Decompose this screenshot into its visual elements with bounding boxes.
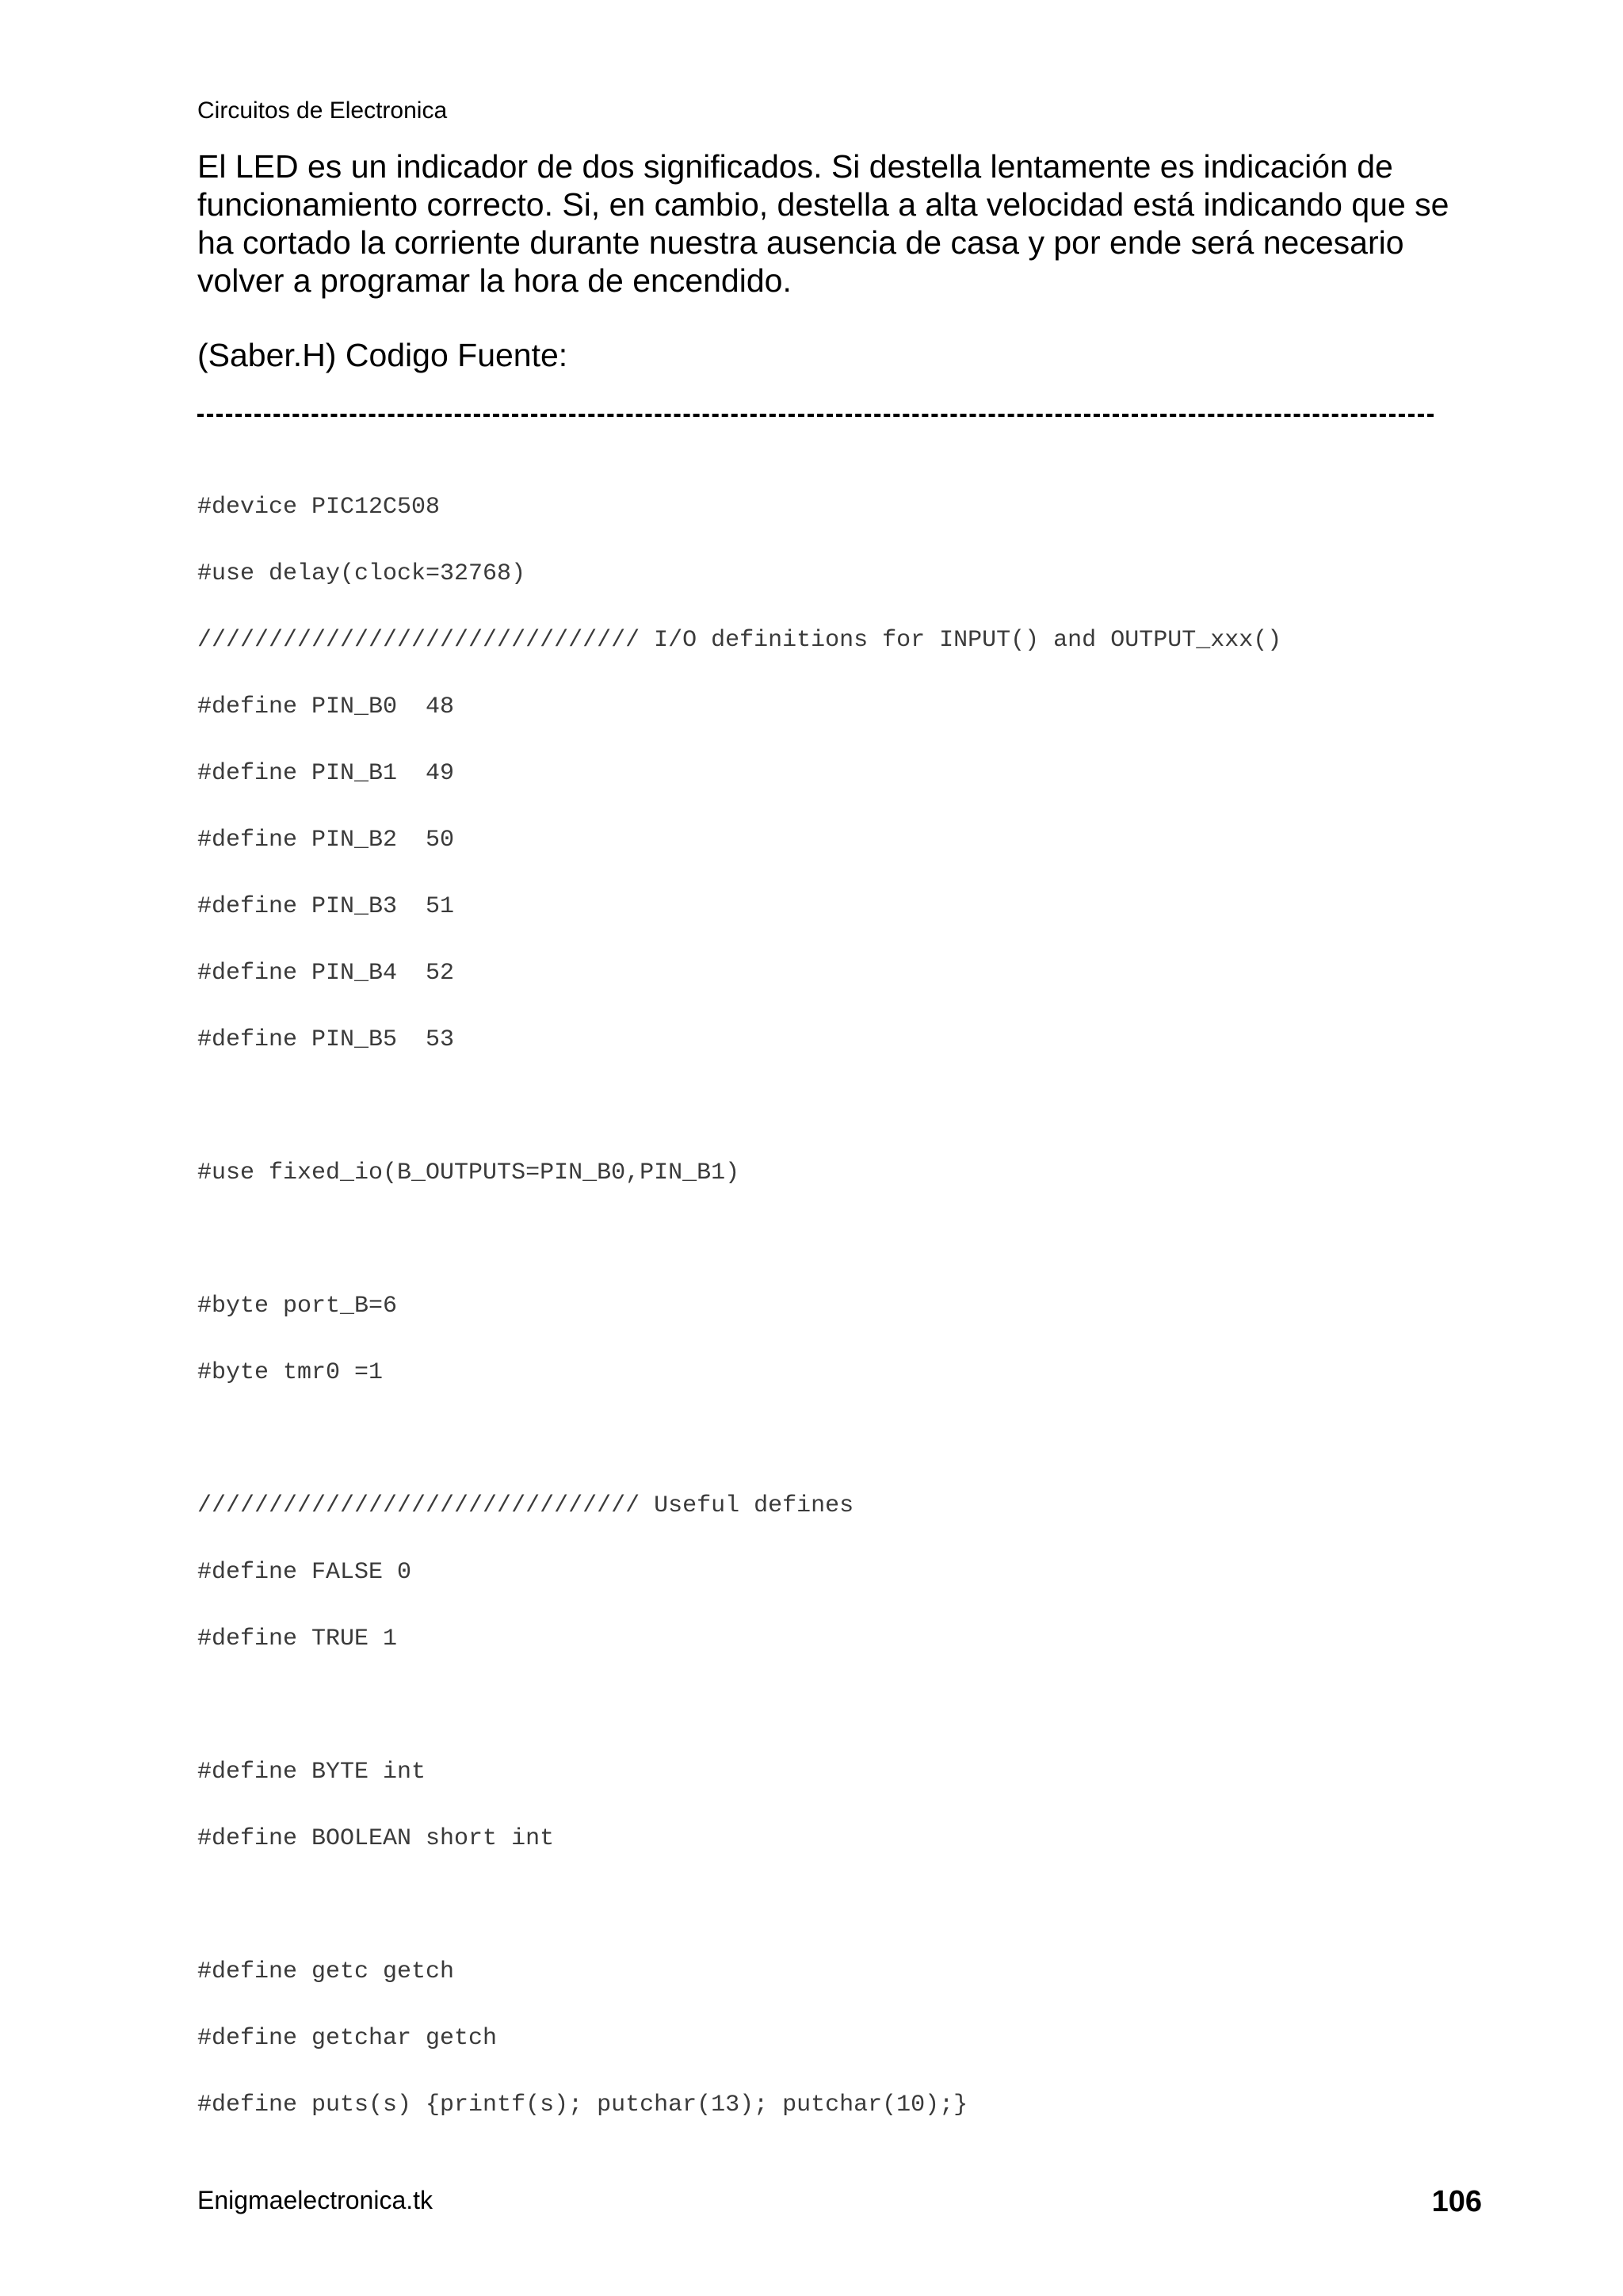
code-line: #define puts(s) {printf(s); putchar(13); putchar(10);} [197, 2092, 968, 2118]
code-line: #define PIN_B2 50 [197, 827, 455, 854]
dashed-divider [197, 414, 1434, 417]
code-line: #byte tmr0 =1 [197, 1359, 384, 1386]
page-header: Circuitos de Electronica [197, 97, 448, 124]
code-line: #define getc getch [197, 1958, 455, 1985]
intro-paragraph: El LED es un indicador de dos significados. Si destella lentamente es indicación de funcionamiento correcto. Si, en cambio, destella a alta velocidad está indicando que se ha cortado la corriente durante nuestra ausencia de casa y por ende será necesario volver a programar la hora de encendido. [197, 148, 1449, 299]
page-number: 106 [1431, 2185, 1482, 2218]
code-line: #define BYTE int [197, 1759, 426, 1786]
code-line: /////////////////////////////// Useful defines [197, 1492, 854, 1519]
code-line: #define TRUE 1 [197, 1626, 398, 1652]
code-line: #use delay(clock=32768) [197, 560, 526, 587]
code-line: #define PIN_B5 53 [197, 1026, 455, 1053]
footer-site: Enigmaelectronica.tk [197, 2186, 433, 2214]
code-line: #define PIN_B1 49 [197, 760, 455, 787]
code-line: #byte port_B=6 [197, 1293, 398, 1320]
code-line: #define PIN_B4 52 [197, 960, 455, 987]
code-line: #use fixed_io(B_OUTPUTS=PIN_B0,PIN_B1) [197, 1159, 740, 1186]
code-line: #define PIN_B0 48 [197, 693, 455, 720]
source-code-title: (Saber.H) Codigo Fuente: [197, 337, 568, 373]
code-line: #define BOOLEAN short int [197, 1825, 555, 1852]
code-line: /////////////////////////////// I/O definitions for INPUT() and OUTPUT_xxx() [197, 627, 1282, 654]
code-line: #define FALSE 0 [197, 1559, 412, 1586]
code-line: #device PIC12C508 [197, 494, 441, 521]
code-line: #define getchar getch [197, 2025, 498, 2052]
code-line: #define PIN_B3 51 [197, 893, 455, 920]
